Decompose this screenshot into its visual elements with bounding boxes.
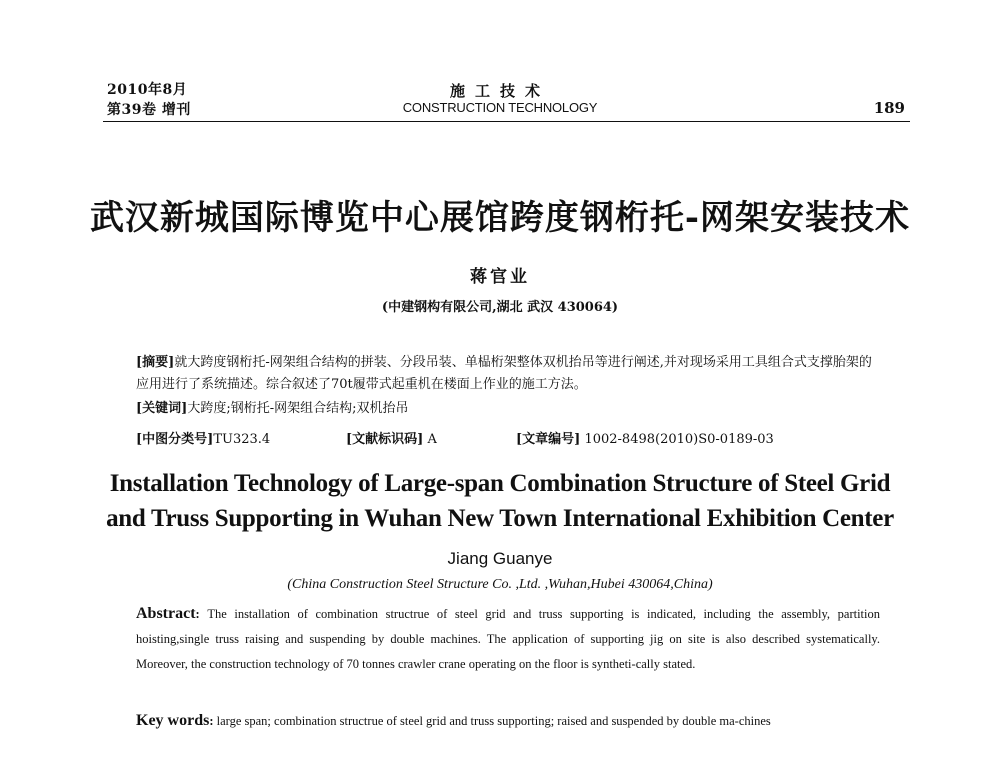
keywords-en-label: Key words (136, 712, 210, 729)
author-cn: 蒋官业 (470, 267, 530, 287)
clc-value: TU323.4 (213, 432, 271, 447)
document-code (346, 428, 437, 447)
clc-label: [中图分类号] (136, 432, 214, 447)
abstract-cn-label: [摘要] (136, 355, 175, 370)
clc-number (136, 428, 270, 447)
affiliation-en: (China Construction Steel Structure Co. ,Ltd. ,Wuhan,Hubei 430064,China) (287, 577, 713, 592)
affiliation-cn: (中建钢构有限公司,湖北 武汉 430064) (381, 300, 619, 315)
title-en-line2: and Truss Supporting in Wuhan New Town International Exhibition Center (106, 505, 894, 532)
keywords-cn-text: 大跨度;钢桁托-网架组合结构;双机抬吊 (187, 401, 409, 416)
issue-date: 2010年8月 (107, 82, 188, 98)
abstract-cn-text: 就大跨度钢桁托-网架组合结构的拼装、分段吊装、单榀桁架整体双机抬吊等进行阐述,并对现场采用工具组合式支撑胎架的应用进行了系统描述。综合叙述了70t履带式起重机在楼面上作业的施工方法。 (136, 355, 872, 392)
journal-name-cn: 施工技术 (449, 82, 550, 100)
author-en: Jiang Guanye (447, 549, 553, 568)
article-no-label: [文章编号] (516, 432, 581, 447)
volume-info: 第39卷 增刊 (107, 102, 191, 118)
abstract-cn (136, 352, 876, 396)
abstract-en-label: Abstract (136, 605, 196, 622)
abstract-en: Abstract: The installation of combination structrue of steel grid and truss supporting is indicated, including the assembly, partition hoisting,single truss raising and suspending by double machines. The application of supporting jig on site is also described systematically. Moreover, the construction technology of 70 tonnes crawler crane operating on the floor is syntheti-cally stated. (136, 605, 880, 671)
keywords-cn (136, 398, 876, 420)
title-en-line1: Installation Technology of Large-span Combination Structure of Steel Grid (109, 470, 891, 497)
article-number (516, 428, 774, 447)
keywords-en-text: large span; combination structrue of steel grid and truss supporting; raised and suspended by double ma-chines (216, 714, 771, 728)
title-cn: 武汉新城国际博览中心展馆跨度钢桁托-网架安装技术 (89, 198, 911, 238)
doc-code-value: A (427, 432, 437, 447)
journal-name-en: CONSTRUCTION TECHNOLOGY (402, 100, 598, 115)
keywords-en: Key words: large span; combination structrue of steel grid and truss supporting; raised and suspended by double ma-chines (136, 712, 771, 729)
doc-code-label: [文献标识码] (346, 432, 424, 447)
abstract-en-text: The installation of combination structrue of steel grid and truss supporting is indicated, including the assembly, partition hoisting,single truss raising and suspending by double machines. The application of supporting jig on site is also described systematically. Moreover, the construction technology of 70 tonnes crawler crane operating on the floor is syntheti-cally stated. (136, 607, 880, 671)
header-rule (103, 121, 910, 122)
page-number: 189 (873, 99, 905, 117)
article-no-value: 1002-8498(2010)S0-0189-03 (584, 432, 774, 447)
keywords-cn-label: [关键词] (136, 401, 188, 416)
